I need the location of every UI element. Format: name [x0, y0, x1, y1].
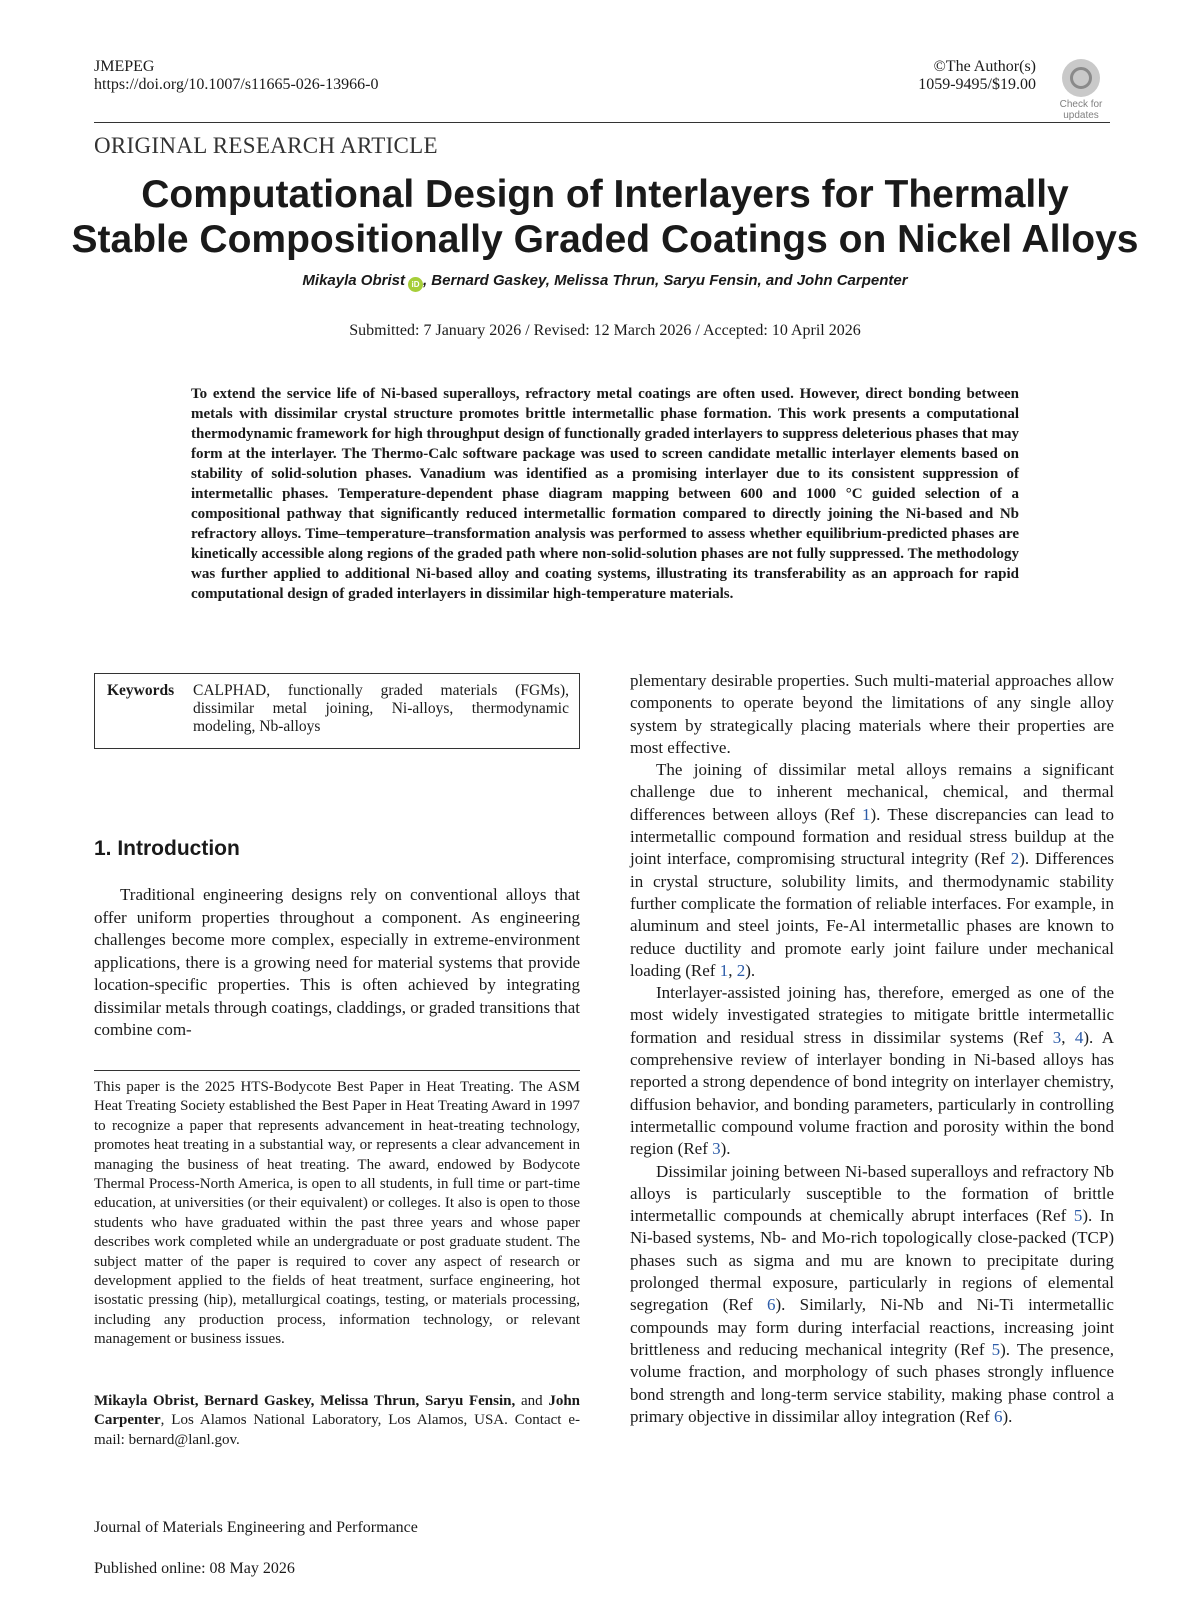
- award-footnote: This paper is the 2025 HTS-Bodycote Best Paper in Heat Treating. The ASM Heat Treating Society established the Best Paper in Heat Treating Award in 1997 to recognize a paper that represents advancement in heat-treating technology, promotes heat treating in a substantial way, or represents a clear advancement in managing the business of heat treating. The award, endowed by Bodycote Thermal Process-North America, is open to all students, in full time or part-time education, at universities (or their equivalent) or colleges. It also is open to those students who have graduated within the past three years and whose paper describes work completed while an undergraduate or post graduate student. The subject matter of the paper is required to cover any aspect of research or development applied to the fields of heat treatment, surface engineering, hot isostatic pressing (hip), metallurgical coatings, testing, or materials processing, including any production process, information technology, or relevant management or business issues.: [94, 1079, 580, 1348]
- copyright-header: [918, 58, 1036, 94]
- other-authors: , Bernard Gaskey, Melissa Thrun, Saryu Fensin, and John Carpenter: [422, 272, 908, 289]
- keywords-label: Keywords: [107, 682, 175, 699]
- badge-label: Check for updates: [1059, 99, 1103, 121]
- submission-dates: Submitted: 7 January 2026 / Revised: 12 March 2026 / Accepted: 10 April 2026: [349, 322, 861, 339]
- intro-paragraph: Traditional engineering designs rely on conventional alloys that offer uniform properties throughout a component. As engineering challenges become more complex, especially in extreme-environment applications, there is a growing need for material systems that provide location-specific properties. This is often achieved by integrating dissimilar metals through coatings, claddings, or graded transitions that combine com-: [94, 885, 580, 1039]
- keywords-box: [94, 673, 580, 749]
- reference-link[interactable]: 1: [861, 804, 871, 824]
- issn-price: 1059-9495/$19.00: [918, 76, 1036, 93]
- right-column-body: [630, 670, 1114, 1428]
- keywords-text: CALPHAD, functionally graded materials (FGMs), dissimilar metal joining, Ni-alloys, thermodynamic modeling, Nb-alloys: [193, 682, 569, 735]
- copyright-text: ©The Author(s): [933, 58, 1036, 75]
- abstract: To extend the service life of Ni-based superalloys, refractory metal coatings are often used. However, direct bonding between metals with dissimilar crystal structure promotes brittle intermetallic phase formation. This work presents a computational thermodynamic framework for high throughput design of functionally graded interlayers to suppress deleterious phases that may form at the interlayer. The Thermo-Calc software package was used to screen candidate metallic interlayer elements based on stability of solid-solution phases. Vanadium was identified as a promising interlayer due to its consistent suppression of intermetallic phases. Temperature-dependent phase diagram mapping between 600 and 1000 °C guided selection of a compositional pathway that significantly reduced intermetallic formation compared to directly joining the Ni-based and Nb refractory alloys. Time–temperature–transformation analysis was performed to assess whether equilibrium-predicted phases are kinetically accessible along regions of the graded path where non-solid-solution phases are not fully suppressed. The methodology was further applied to additional Ni-based alloy and coating systems, illustrating its transferability as an approach for rapid computational design of graded interlayers in dissimilar high-temperature materials.: [191, 386, 1019, 602]
- reference-link[interactable]: 3: [1052, 1027, 1062, 1047]
- published-date: Published online: 08 May 2026: [94, 1560, 295, 1577]
- author-list: [60, 272, 1150, 292]
- check-updates-icon: [1062, 59, 1100, 97]
- footnote-divider: [94, 1070, 580, 1071]
- reference-link[interactable]: 4: [1074, 1027, 1084, 1047]
- journal-code: JMEPEG: [94, 58, 155, 75]
- header-divider: [94, 122, 1110, 123]
- orcid-icon[interactable]: iD: [408, 277, 423, 292]
- doi-link[interactable]: https://doi.org/10.1007/s11665-026-13966-0: [94, 76, 379, 93]
- paragraph: Dissimilar joining between Ni-based superalloys and refractory Nb alloys is particularly susceptible to the formation of brittle intermetallic compounds at chemically abrupt interfaces (Ref 5). In Ni-based systems, Nb- and Mo-rich topologically close-packed (TCP) phases such as sigma and mu are known to precipitate during prolonged thermal exposure, particularly in regions of elemental segregation (Ref 6). Similarly, Ni-Nb and Ni-Ti intermetallic compounds may form during interfacial reactions, increasing joint brittleness and reducing mechanical integrity (Ref 5). The presence, volume fraction, and morphology of such phases strongly influence bond strength and long-term service stability, making phase control a primary objective in dissimilar alloy integration (Ref 6).: [630, 1161, 1114, 1426]
- journal-name: Journal of Materials Engineering and Performance: [94, 1519, 418, 1536]
- reference-link[interactable]: 2: [1010, 849, 1020, 869]
- paper-title: Computational Design of Interlayers for Thermally Stable Compositionally Graded Coatings on Nickel Alloys: [71, 173, 1139, 261]
- reference-link[interactable]: 3: [712, 1139, 721, 1159]
- author-affiliation: Mikayla Obrist, Bernard Gaskey, Melissa Thrun, Saryu Fensin, and John Carpenter, Los Alamos National Laboratory, Los Alamos, USA. Contact e-mail: bernard@lanl.gov.: [94, 1393, 580, 1448]
- reference-link[interactable]: 5: [1073, 1206, 1083, 1226]
- paragraph: Interlayer-assisted joining has, therefore, emerged as one of the most widely investigated strategies to mitigate brittle intermetallic formation and residual stress in dissimilar systems (Ref 3, 4). A comprehensive review of interlayer bonding in Ni-based alloys has reported a strong dependence of bond integrity on interlayer chemistry, diffusion behavior, and bonding parameters, particularly in controlling intermetallic compound volume fraction and porosity within the bond region (Ref 3).: [630, 983, 1115, 1159]
- article-type: ORIGINAL RESEARCH ARTICLE: [94, 133, 438, 158]
- first-author: Mikayla Obrist: [302, 272, 405, 289]
- reference-link[interactable]: 5: [991, 1339, 1001, 1359]
- journal-header: [94, 58, 378, 94]
- reference-link[interactable]: 2: [736, 960, 746, 980]
- reference-link[interactable]: 6: [767, 1295, 776, 1315]
- check-for-updates-button[interactable]: [1052, 59, 1110, 121]
- paragraph: The joining of dissimilar metal alloys remains a significant challenge due to inherent mechanical, chemical, and thermal differences between alloys (Ref 1). These discrepancies can lead to intermetallic compound formation and residual stress buildup at the joint interface, compromising structural integrity (Ref 2). Differences in crystal structure, solubility limits, and thermodynamic stability further complicate the formation of reliable interfaces. For example, in aluminum and steel joints, Fe-Al intermetallic phases are known to reduce ductility and promote early joint failure under mechanical loading (Ref 1, 2).: [630, 760, 1115, 980]
- reference-link[interactable]: 6: [994, 1406, 1003, 1426]
- reference-link[interactable]: 1: [719, 960, 729, 980]
- section-heading-introduction: 1. Introduction: [94, 837, 240, 860]
- paragraph: plementary desirable properties. Such multi-material approaches allow components to operate beyond the limitations of any single alloy system by strategically placing materials where their properties are most effective.: [630, 671, 1114, 757]
